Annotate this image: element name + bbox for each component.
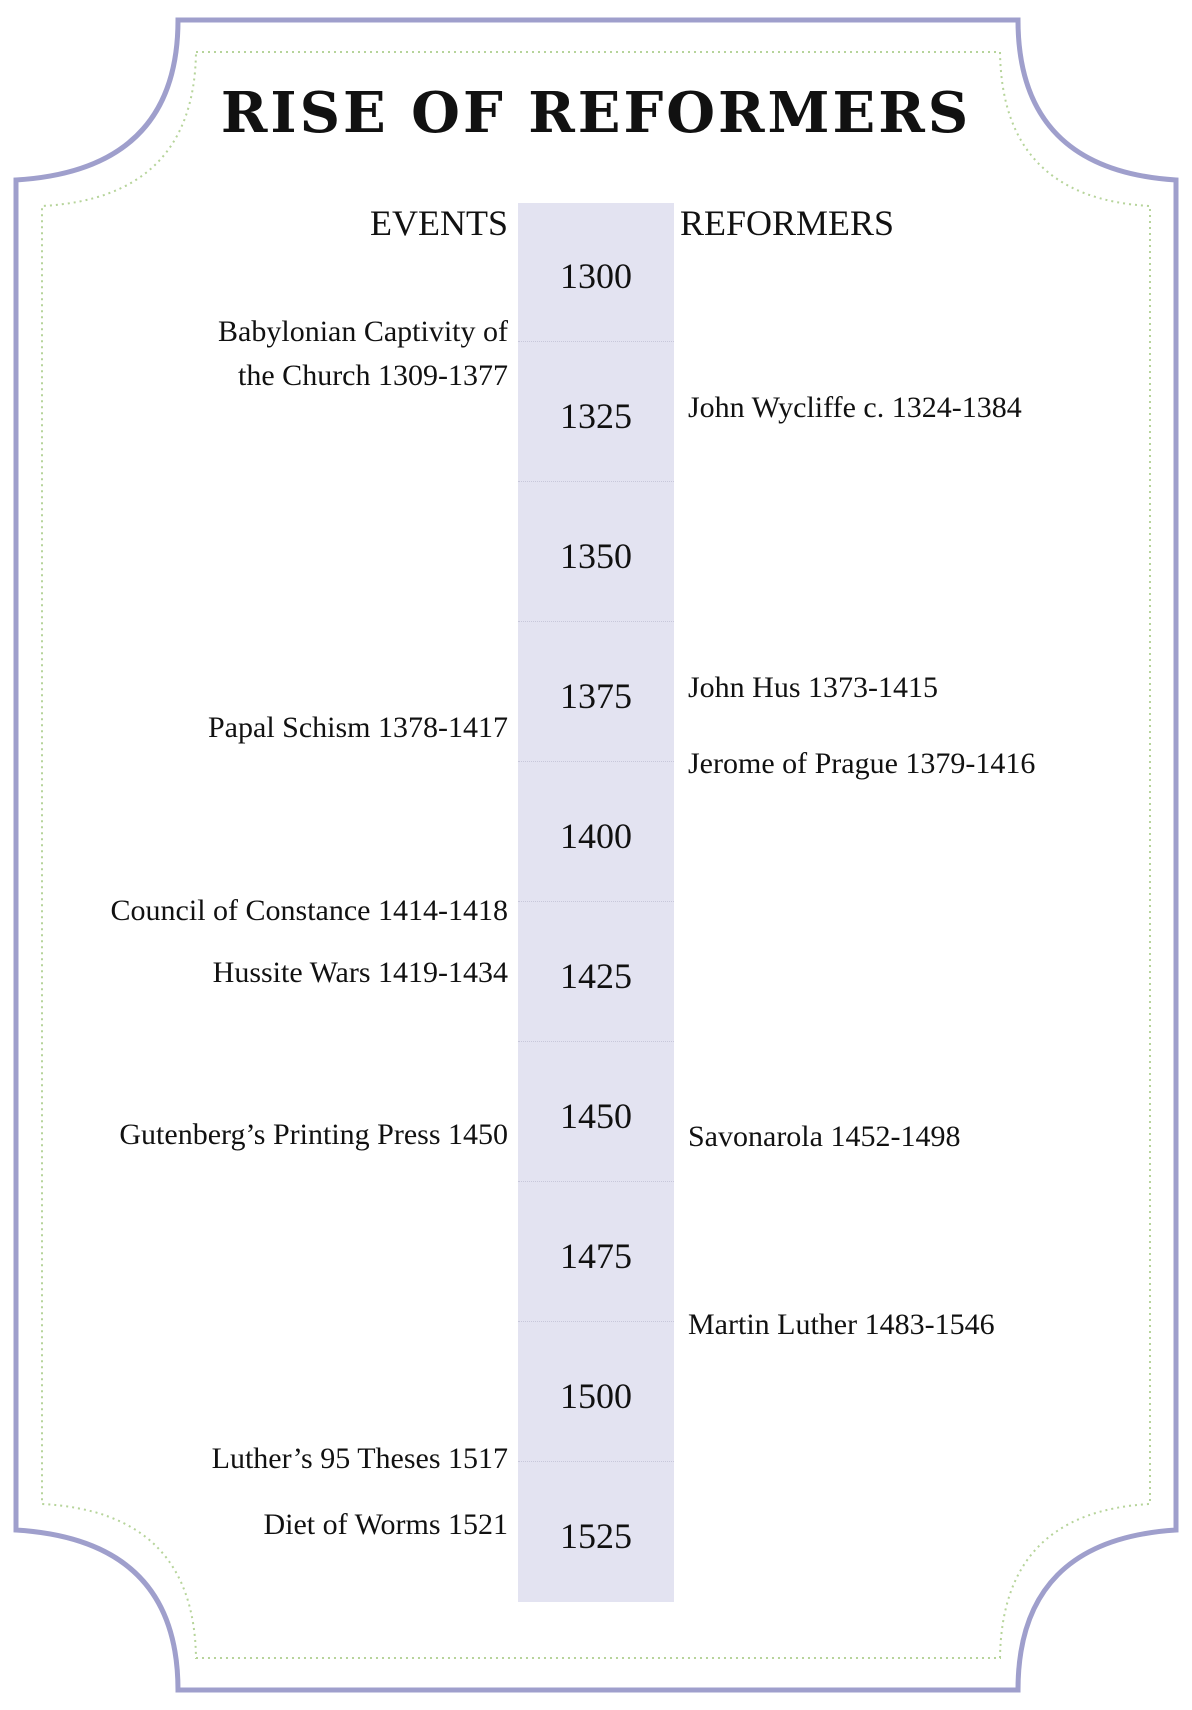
reformer-item: Jerome of Prague 1379-1416	[688, 747, 1036, 780]
reformer-item: John Hus 1373-1415	[688, 671, 939, 704]
year-label: 1475	[560, 1236, 632, 1276]
year-label: 1300	[560, 256, 632, 296]
reformer-item: Martin Luther 1483-1546	[688, 1308, 995, 1341]
year-label: 1525	[560, 1516, 632, 1556]
year-label: 1450	[560, 1096, 632, 1136]
event-item: Hussite Wars 1419-1434	[212, 956, 508, 989]
reformers-column-header: REFORMERS	[680, 203, 895, 243]
event-line: Babylonian Captivity of	[218, 315, 508, 348]
year-label: 1375	[560, 676, 632, 716]
event-item: Diet of Worms 1521	[263, 1508, 508, 1541]
events-column-header: EVENTS	[370, 203, 508, 243]
year-label: 1325	[560, 396, 632, 436]
year-label: 1350	[560, 536, 632, 576]
event-item: Papal Schism 1378-1417	[208, 711, 508, 744]
reformer-item: Savonarola 1452-1498	[688, 1120, 961, 1153]
event-item	[218, 310, 508, 398]
event-item: Luther’s 95 Theses 1517	[211, 1442, 508, 1475]
reformer-item: John Wycliffe c. 1324-1384	[688, 391, 1022, 424]
event-item: Gutenberg’s Printing Press 1450	[119, 1118, 508, 1151]
page-title: RISE OF REFORMERS	[220, 80, 972, 146]
year-label: 1425	[560, 956, 632, 996]
year-label: 1400	[560, 816, 632, 856]
year-label: 1500	[560, 1376, 632, 1416]
event-item: Council of Constance 1414-1418	[110, 894, 508, 927]
event-line: the Church 1309-1377	[238, 359, 508, 392]
